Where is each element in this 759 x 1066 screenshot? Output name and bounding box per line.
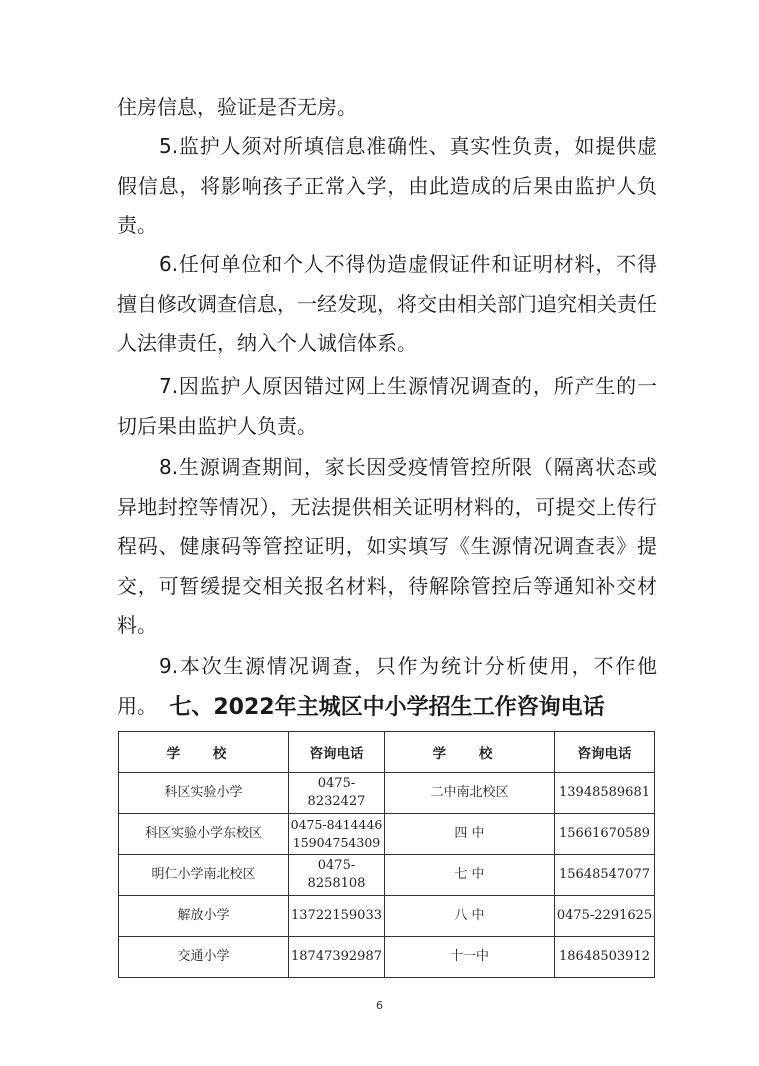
phone-number: 18747392987 [289,937,385,978]
paragraph-item-6: 6.任何单位和个人不得伪造虚假证件和证明材料，不得擅自修改调查信息，一经发现，将交由相关部门追究相关责任人法律责任，纳入个人诚信体系。 [117,252,657,355]
table-row [119,814,655,855]
paragraph-item-8: 8.生源调查期间，家长因受疫情管控所限（隔离状态或异地封控等情况），无法提供相关证明材料的，可提交上传行程码、健康码等管控证明，如实填写《生源情况调查表》提交，可暂缓提交相关报名材料，待解除管控后等通知补交材料。 [117,455,657,637]
phone-number: 13948589681 [555,773,655,814]
school-name: 七 中 [385,855,555,896]
paragraph-item-9: 9.本次生源情况调查，只作为统计分析使用，不作他用。 [117,654,657,718]
table-row [119,773,655,814]
phone-number: 15661670589 [555,814,655,855]
phone-number: 18648503912 [555,937,655,978]
table-row [119,896,655,937]
contact-table [118,731,655,978]
section-heading: 七、2022年主城区中小学招生工作咨询电话 [169,695,605,720]
paragraph-continuation: 住房信息，验证是否无房。 [117,95,357,119]
header-phone-2: 咨询电话 [555,732,655,773]
phone-number: 0475-8414446 15904754309 [289,814,385,855]
phone-number: 15648547077 [555,855,655,896]
school-name: 十一中 [385,937,555,978]
school-name: 交通小学 [119,937,289,978]
page-number: 6 [376,999,383,1012]
school-name: 明仁小学南北校区 [119,855,289,896]
table-header-row [119,732,655,773]
phone-number: 0475-8232427 [289,773,385,814]
school-name: 解放小学 [119,896,289,937]
school-name: 八 中 [385,896,555,937]
phone-number: 13722159033 [289,896,385,937]
phone-number: 0475-2291625 [555,896,655,937]
paragraph-item-5: 5.监护人须对所填信息准确性、真实性负责，如提供虚假信息，将影响孩子正常入学，由此造成的后果由监护人负责。 [117,134,657,237]
table-row [119,937,655,978]
school-name: 科区实验小学东校区 [119,814,289,855]
school-name: 科区实验小学 [119,773,289,814]
phone-number: 0475-8258108 [289,855,385,896]
header-school-2: 学 校 [385,732,555,773]
header-school-1: 学 校 [119,732,289,773]
school-name: 四 中 [385,814,555,855]
header-phone-1: 咨询电话 [289,732,385,773]
school-name: 二中南北校区 [385,773,555,814]
paragraph-item-7: 7.因监护人原因错过网上生源情况调查的，所产生的一切后果由监护人负责。 [117,374,657,438]
table-row [119,855,655,896]
